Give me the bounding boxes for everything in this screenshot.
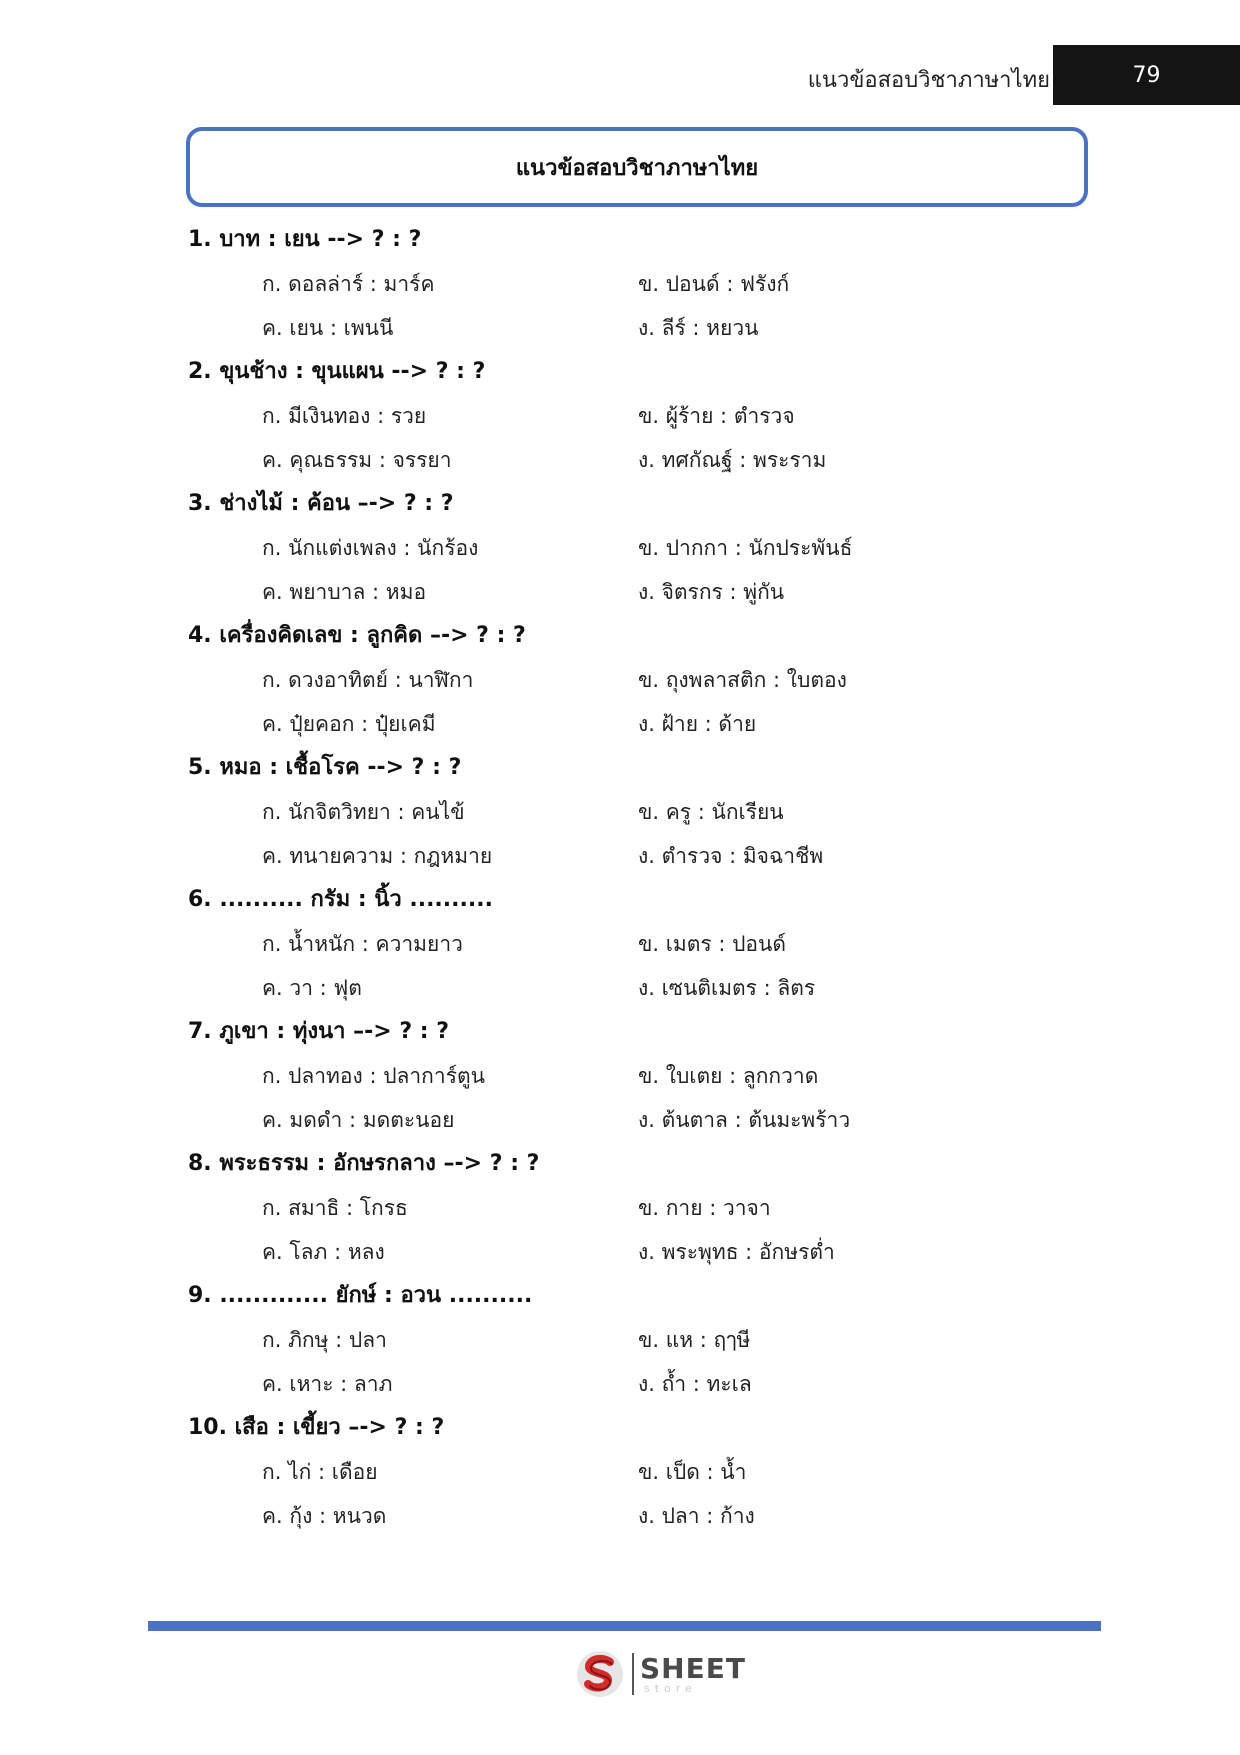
option-b: ข. ถุงพลาสติก : ใบตอง (638, 668, 847, 692)
option-d: ง. พระพุทธ : อักษรต่ำ (638, 1240, 835, 1264)
section-title: แนวข้อสอบวิชาภาษาไทย (515, 155, 759, 181)
footer-divider (148, 1621, 1101, 1631)
option-row (188, 790, 1088, 834)
option-row (188, 1230, 1088, 1274)
option-c: ค. เยน : เพนนี (262, 316, 394, 340)
option-c: ค. โลภ : หลง (262, 1240, 385, 1264)
option-c: ค. คุณธรรม : จรรยา (262, 448, 452, 472)
option-c: ค. เหาะ : ลาภ (262, 1372, 393, 1396)
question-6 (188, 878, 1088, 1010)
question-title: 8. พระธรรม : อักษรกลาง –-> ? : ? (188, 1151, 540, 1176)
option-c: ค. ปุ๋ยคอก : ปุ๋ยเคมี (262, 712, 436, 736)
question-title: 6. .......... กรัม : นิ้ว .......... (188, 887, 493, 912)
option-row (188, 702, 1088, 746)
option-a: ก. มีเงินทอง : รวย (262, 404, 427, 428)
option-d: ง. ลีร์ : หยวน (638, 316, 759, 340)
s-logo-icon (574, 1648, 626, 1700)
logo-subtext: store (644, 1681, 697, 1695)
section-title-box (186, 127, 1088, 207)
option-a: ก. ปลาทอง : ปลาการ์ตูน (262, 1064, 485, 1088)
option-d: ง. ถ้ำ : ทะเล (638, 1372, 752, 1396)
option-row (188, 966, 1088, 1010)
option-b: ข. เมตร : ปอนด์ (638, 932, 787, 956)
page-number-box (1053, 45, 1240, 105)
option-b: ข. ใบเตย : ลูกกวาด (638, 1064, 819, 1088)
option-row (188, 570, 1088, 614)
question-7 (188, 1010, 1088, 1142)
option-a: ก. ไก่ : เดือย (262, 1460, 378, 1484)
option-b: ข. เป็ด : น้ำ (638, 1460, 747, 1484)
question-title: 3. ช่างไม้ : ค้อน –-> ? : ? (188, 491, 454, 516)
option-a: ก. ภิกษุ : ปลา (262, 1328, 387, 1352)
running-header-title: แนวข้อสอบวิชาภาษาไทย (807, 68, 1050, 93)
option-a: ก. นักจิตวิทยา : คนไข้ (262, 800, 465, 824)
option-c: ค. วา : ฟุต (262, 976, 362, 1000)
option-c: ค. พยาบาล : หมอ (262, 580, 427, 604)
option-a: ก. ดวงอาทิตย์ : นาฬิกา (262, 668, 474, 692)
option-row (188, 1186, 1088, 1230)
question-1 (188, 218, 1088, 350)
option-b: ข. กาย : วาจา (638, 1196, 771, 1220)
option-row (188, 526, 1088, 570)
question-3 (188, 482, 1088, 614)
question-4 (188, 614, 1088, 746)
question-title: 2. ขุนช้าง : ขุนแผน --> ? : ? (188, 359, 486, 384)
option-row (188, 306, 1088, 350)
option-d: ง. ฝ้าย : ด้าย (638, 712, 757, 736)
option-b: ข. ครู : นักเรียน (638, 800, 784, 824)
option-row (188, 922, 1088, 966)
option-row (188, 1362, 1088, 1406)
option-a: ก. ดอลล่าร์ : มาร์ค (262, 272, 435, 296)
sheet-store-logo (574, 1648, 746, 1700)
option-row (188, 658, 1088, 702)
option-d: ง. ตำรวจ : มิจฉาชีพ (638, 844, 824, 868)
option-b: ข. ผู้ร้าย : ตำรวจ (638, 404, 795, 428)
option-row (188, 1054, 1088, 1098)
option-row (188, 262, 1088, 306)
option-row (188, 1450, 1088, 1494)
option-d: ง. จิตรกร : พู่กัน (638, 580, 785, 604)
option-d: ง. ปลา : ก้าง (638, 1504, 755, 1528)
question-10 (188, 1406, 1088, 1538)
option-b: ข. ปากกา : นักประพันธ์ (638, 536, 853, 560)
question-title: 10. เสือ : เขี้ยว –-> ? : ? (188, 1415, 445, 1440)
page-number: 79 (1132, 62, 1161, 88)
option-d: ง. เซนติเมตร : ลิตร (638, 976, 816, 1000)
option-row (188, 1494, 1088, 1538)
question-title: 9. ............. ยักษ์ : อวน .......... (188, 1283, 533, 1308)
question-5 (188, 746, 1088, 878)
option-c: ค. กุ้ง : หนวด (262, 1504, 387, 1528)
option-row (188, 834, 1088, 878)
option-row (188, 438, 1088, 482)
option-a: ก. สมาธิ : โกรธ (262, 1196, 408, 1220)
logo-text: SHEET (640, 1651, 746, 1685)
question-9 (188, 1274, 1088, 1406)
question-title: 4. เครื่องคิดเลข : ลูกคิด –-> ? : ? (188, 623, 526, 648)
question-title: 1. บาท : เยน --> ? : ? (188, 227, 422, 252)
option-b: ข. ปอนด์ : ฟรังก์ (638, 272, 790, 296)
option-b: ข. แห : ฤๅษี (638, 1328, 751, 1352)
option-a: ก. น้ำหนัก : ความยาว (262, 932, 463, 956)
question-8 (188, 1142, 1088, 1274)
logo-separator (632, 1653, 634, 1695)
option-row (188, 1318, 1088, 1362)
option-a: ก. นักแต่งเพลง : นักร้อง (262, 536, 479, 560)
option-row (188, 394, 1088, 438)
question-2 (188, 350, 1088, 482)
option-d: ง. ทศกัณฐ์ : พระราม (638, 448, 827, 472)
option-row (188, 1098, 1088, 1142)
question-title: 7. ภูเขา : ทุ่งนา –-> ? : ? (188, 1019, 450, 1044)
option-d: ง. ต้นตาล : ต้นมะพร้าว (638, 1108, 851, 1132)
question-list (188, 218, 1088, 1538)
option-c: ค. มดดำ : มดตะนอย (262, 1108, 455, 1132)
option-c: ค. ทนายความ : กฎหมาย (262, 844, 493, 868)
question-title: 5. หมอ : เชื้อโรค --> ? : ? (188, 755, 462, 780)
